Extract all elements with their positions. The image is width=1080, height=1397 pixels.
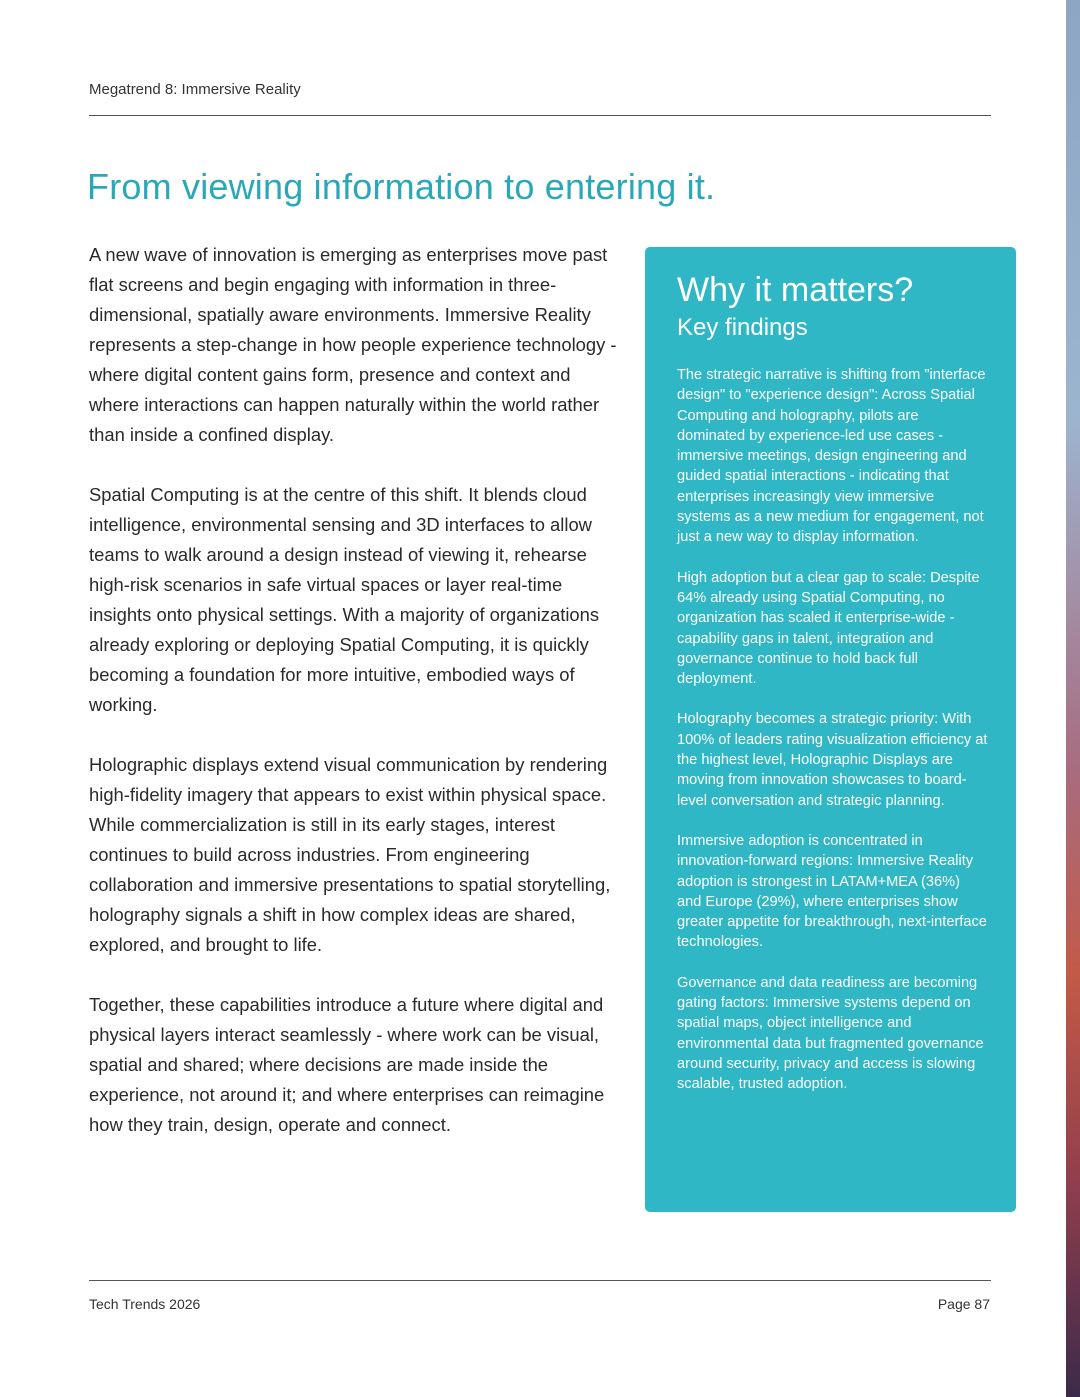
publication-name: Tech Trends 2026 <box>89 1296 201 1312</box>
footer-divider <box>89 1280 991 1281</box>
decorative-edge-strip <box>1066 0 1080 1397</box>
body-paragraph: Together, these capabilities introduce a future where digital and physical layers interact seamlessly - where work can be visual, spatial and shared; where decisions are made inside the experience, not around it; and where enterprises can reimagine how they train, design, operate and connect. <box>89 994 605 1135</box>
panel-subtitle: Key findings <box>677 314 808 341</box>
finding-item: The strategic narrative is shifting from "interface design" to "experience design": Across Spatial Computing and holography, pilots are dominated by experience-led use cases - immersive meetings, design engineering and guided spatial interactions - indicating that enterprises increasingly view immersive systems as a new medium for engagement, not just a new way to display information. <box>677 367 986 546</box>
finding-item: Holography becomes a strategic priority: With 100% of leaders rating visualization efficiency at the highest level, Holographic Displays are moving from innovation showcases to board-level conversation and strategic planning. <box>677 711 988 809</box>
body-text-column <box>89 240 624 1170</box>
finding-item: High adoption but a clear gap to scale: Despite 64% already using Spatial Computing, no organization has scaled it enterprise-wide - capability gaps in talent, integration and governance continue to hold back full deployment. <box>677 569 980 688</box>
panel-title: Why it matters? <box>677 271 914 309</box>
header-divider <box>89 115 991 116</box>
section-label: Megatrend 8: Immersive Reality <box>89 81 301 98</box>
finding-item: Immersive adoption is concentrated in innovation-forward regions: Immersive Reality adoption is strongest in LATAM+MEA (36%) and Europe (29%), where enterprises show greater appetite for breakthrough, next-interface technologies. <box>677 832 987 951</box>
page-title: From viewing information to entering it. <box>87 166 716 207</box>
key-findings-panel <box>645 247 1016 1212</box>
page-number: Page 87 <box>937 1296 990 1312</box>
body-paragraph: Spatial Computing is at the centre of this shift. It blends cloud intelligence, environmental sensing and 3D interfaces to allow teams to walk around a design instead of viewing it, rehearse high-risk scenarios in safe virtual spaces or layer real-time insights onto physical settings. With a majority of organizations already exploring or deploying Spatial Computing, it is quickly becoming a foundation for more intuitive, embodied ways of working. <box>89 484 600 715</box>
body-paragraph: A new wave of innovation is emerging as enterprises move past flat screens and begin engaging with information in three-dimensional, spatially aware environments. Immersive Reality represents a step-change in how people experience technology - where digital content gains form, presence and context and where interactions can happen naturally within the world rather than inside a confined display. <box>89 244 617 445</box>
body-paragraph: Holographic displays extend visual communication by rendering high-fidelity imagery that appears to exist within physical space. While commercialization is still in its early stages, interest continues to build across industries. From engineering collaboration and immersive presentations to spatial storytelling, holography signals a shift in how complex ideas are shared, explored, and brought to life. <box>89 754 611 955</box>
finding-item: Governance and data readiness are becoming gating factors: Immersive systems depend on spatial maps, object intelligence and environmental data but fragmented governance around security, privacy and access is slowing scalable, trusted adoption. <box>677 974 984 1093</box>
